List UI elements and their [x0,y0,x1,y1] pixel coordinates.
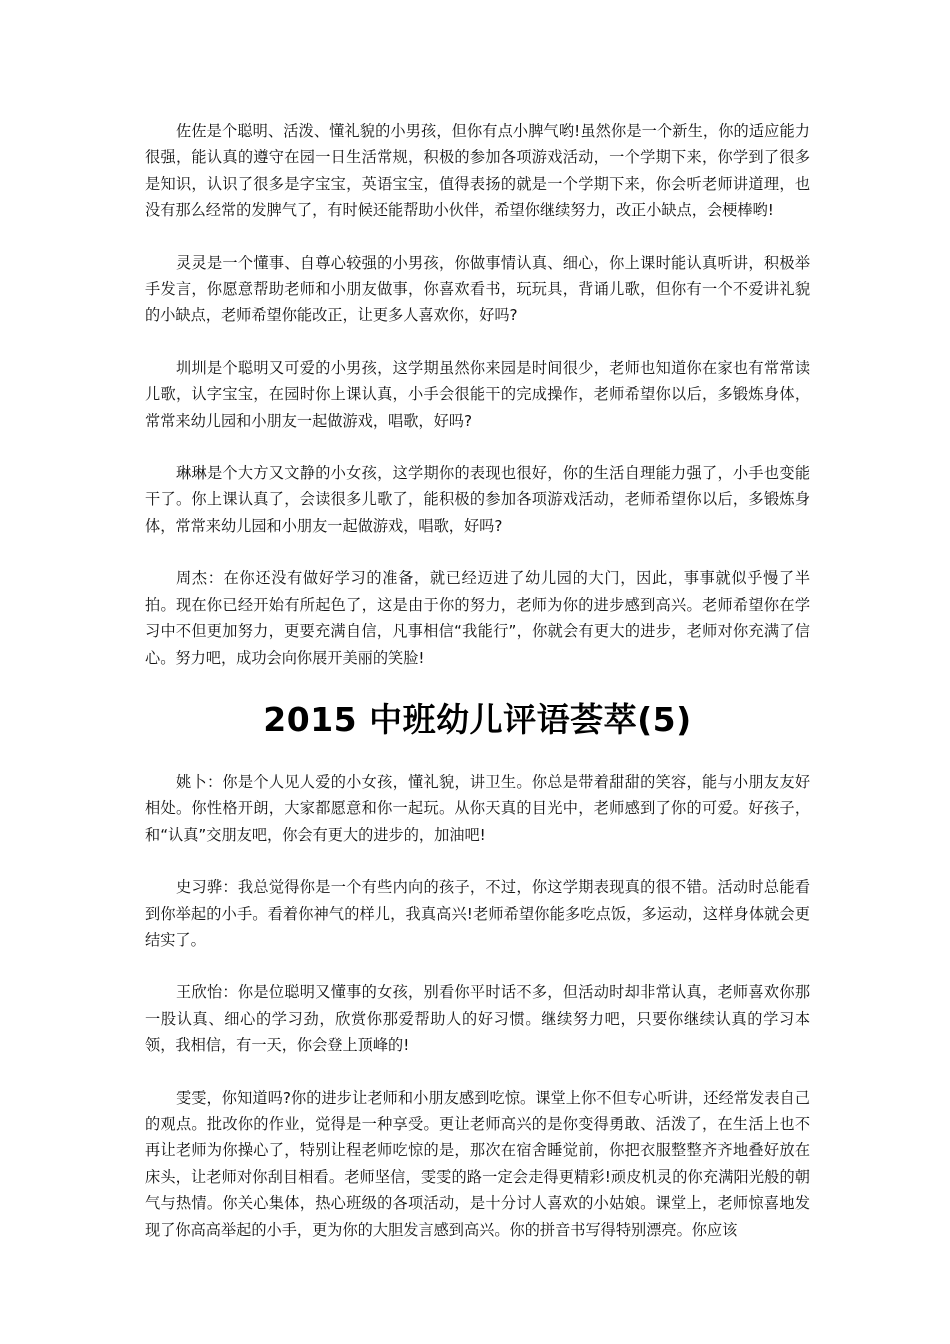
comment-paragraph-linlin: 琳琳是个大方又文静的小女孩，这学期你的表现也很好，你的生活自理能力强了，小手也变能干了。你上课认真了，会读很多儿歌了，能积极的参加各项游戏活动，老师希望你以后，多锻炼身体，常常来幼儿园和小朋友一起做游戏，唱歌，好吗? [145,464,810,535]
comment-paragraph-zhoujie: 周杰：在你还没有做好学习的准备，就已经迈进了幼儿园的大门，因此，事事就似乎慢了半拍。现在你已经开始有所起色了，这是由于你的努力，老师为你的进步感到高兴。老师希望你在学习中不但更加努力，更要充满自信，凡事相信“我能行”，你就会有更大的进步，老师对你充满了信心。努力吧，成功会向你展开美丽的笑脸! [145,569,810,667]
comment-paragraph-wenwen: 雯雯，你知道吗?你的进步让老师和小朋友感到吃惊。课堂上你不但专心听讲，还经常发表自己的观点。批改你的作业，觉得是一种享受。更让老师高兴的是你变得勇敢、活泼了，在生活上也不再让老师为你操心了，特别让程老师吃惊的是，那次在宿舍睡觉前，你把衣服整整齐齐地叠好放在床头，让老师对你刮目相看。老师坚信，雯雯的路一定会走得更精彩!顽皮机灵的你充满阳光般的朝气与热情。你关心集体，热心班级的各项活动，是十分讨人喜欢的小姑娘。课堂上，老师惊喜地发现了你高高举起的小手，更为你的大胆发言感到高兴。你的拼音书写得特别漂亮。你应该 [145,1088,810,1239]
comment-paragraph-zuozuo: 佐佐是个聪明、活泼、懂礼貌的小男孩，但你有点小脾气哟!虽然你是一个新生，你的适应能力很强，能认真的遵守在园一日生活常规，积极的参加各项游戏活动，一个学期下来，你学到了很多是知识，认识了很多是字宝宝，英语宝宝，值得表扬的就是一个学期下来，你会听老师讲道理，也没有那么经常的发脾气了，有时候还能帮助小伙伴，希望你继续努力，改正小缺点，会梗棒哟! [145,122,810,220]
comment-paragraph-lingling: 灵灵是一个懂事、自尊心较强的小男孩，你做事情认真、细心，你上课时能认真听讲，积极举手发言，你愿意帮助老师和小朋友做事，你喜欢看书，玩玩具，背诵儿歌，但你有一个不爱讲礼貌的小缺点，老师希望你能改正，让更多人喜欢你，好吗? [145,253,810,325]
document-page [145,118,810,1269]
comment-paragraph-zhenzhen: 圳圳是个聪明又可爱的小男孩，这学期虽然你来园是时间很少，老师也知道你在家也有常常读儿歌，认字宝宝，在园时你上课认真，小手会很能干的完成操作，老师希望你以后，多锻炼身体，常常来幼儿园和小朋友一起做游戏，唱歌，好吗? [145,358,810,430]
comment-paragraph-shixihua: 史习骅：我总觉得你是一个有些内向的孩子，不过，你这学期表现真的很不错。活动时总能看到你举起的小手。看着你神气的样儿，我真高兴!老师希望你能多吃点饭，多运动，这样身体就会更结实了。 [145,878,810,949]
section-title: 2015 中班幼儿评语荟萃(5) [263,699,692,739]
comment-paragraph-yaobu: 姚卜：你是个人见人爱的小女孩，懂礼貌，讲卫生。你总是带着甜甜的笑容，能与小朋友友好相处。你性格开朗，大家都愿意和你一起玩。从你天真的目光中，老师感到了你的可爱。好孩子，和“认真”交朋友吧，你会有更大的进步的，加油吧! [145,772,810,844]
comment-paragraph-wangxinyi: 王欣怡：你是位聪明又懂事的女孩，别看你平时话不多，但活动时却非常认真，老师喜欢你那一股认真、细心的学习劲，欣赏你那爱帮助人的好习惯。继续努力吧，只要你继续认真的学习本领，我相信，有一天，你会登上顶峰的! [145,983,810,1055]
